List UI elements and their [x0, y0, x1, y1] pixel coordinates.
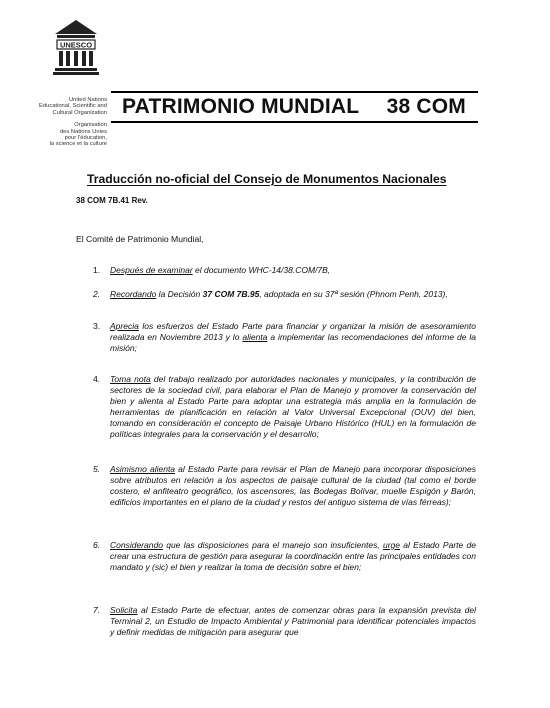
- item-bold: 37 COM 7B.95: [202, 289, 260, 299]
- decision-reference: 38 COM 7B.41 Rev.: [76, 196, 148, 205]
- item-body: el documento WHC-14/38.COM/7B,: [192, 265, 331, 275]
- org-line: Cultural Organization: [52, 109, 107, 116]
- item-lead: Aprecia: [110, 321, 139, 331]
- item-body: del trabajo realizado por autoridades nacionales y municipales, y la contribución de sectores de la sociedad civil, para elaborar el Plan de Manejo y promover la conservación del bien y alienta al Estado Parte para adoptar una estrategia más amplia en la formulación de herramientas de planificación en relación al Valor Universal Excepcional (OUV) del bien, tomando en consideración el concepto de Paisaje Urbano Histórico (HUL) en la formulación de políticas integrales para la conservación y el desarrollo;: [110, 374, 476, 439]
- item-lead-2: alienta: [242, 331, 268, 342]
- item-body: , adoptada en su 37ª sesión (Phnom Penh, 2013),: [259, 289, 448, 299]
- item-lead: Considerando: [110, 540, 163, 550]
- item-body: al Estado Parte de efectuar, antes de comenzar obras para la expansión prevista del Terminal 2, un Estudio de Impacto Ambiental y Patrimonial para identificar potenciales impactos y definir medidas de mitigación para asegurar que: [110, 605, 476, 637]
- item-body: a implementar las recomendaciones del informe de la misión;: [110, 331, 476, 353]
- item-body: al Estado Parte de crear una estructura de gestión para asegurar la coordinación entre las principales entidades con mandato y (sic) el bien y realizar la toma de decisión sobre el bien;: [110, 540, 476, 572]
- item-body: al Estado Parte para revisar el Plan de Manejo para incorporar disposiciones sobre atributos en relación a los aspectos de paisaje cultural de la ciudad (tal como el borde costero, el anfiteatro geográfico, los ascensores, las Bodegas Bolívar, muelle Espigón y Barón, edificios importantes en el plano de la ciudad y restos del antiguo sistema de vías férreas);: [110, 464, 476, 507]
- item-number: 1.: [93, 265, 101, 275]
- item-number: 3.: [93, 321, 101, 331]
- item-body: los esfuerzos del Estado Parte para financiar y organizar la misión de asesoramiento realizada en Noviembre 2013 y lo: [110, 321, 476, 342]
- org-line: des Nations Unies: [59, 128, 107, 135]
- item-lead: Después de examinar: [110, 265, 193, 275]
- org-line: Educational, Scientific and: [39, 103, 107, 110]
- unesco-logo-text: UNESCO: [59, 40, 93, 50]
- org-line: United Nations: [68, 97, 107, 103]
- item-text: [110, 289, 476, 300]
- org-line: pour l'éducation,: [64, 135, 107, 142]
- org-line: la science et la culture: [49, 141, 107, 148]
- item-text: [110, 321, 476, 354]
- item-lead: Recordando: [110, 289, 157, 299]
- item-text: [110, 605, 476, 638]
- document-subtitle: Traducción no-oficial del Consejo de Monumentos Nacionales: [87, 172, 447, 186]
- item-number: 5.: [93, 464, 101, 474]
- item-text: [110, 540, 476, 573]
- item-number: 2.: [93, 289, 101, 299]
- item-text: [110, 265, 476, 276]
- organization-name: [0, 97, 107, 148]
- item-lead: Toma nota: [110, 374, 151, 384]
- item-text: [110, 464, 476, 508]
- item-lead: Solicita: [110, 605, 138, 615]
- document-title: PATRIMONIO MUNDIAL: [122, 95, 360, 118]
- item-number: 6.: [93, 540, 101, 550]
- session-code: 38 COM: [386, 95, 466, 118]
- unesco-logo: [53, 18, 99, 76]
- item-number: 7.: [93, 605, 101, 615]
- item-body: que las disposiciones para el manejo son insuficientes,: [162, 540, 383, 550]
- item-text: [110, 374, 476, 439]
- item-number: 4.: [93, 374, 101, 384]
- item-body: la Decisión: [156, 289, 203, 299]
- intro-line: El Comité de Patrimonio Mundial,: [76, 234, 204, 244]
- item-lead: Asimismo alienta: [110, 464, 176, 474]
- item-lead-2: urge: [382, 540, 400, 550]
- document-header: [111, 91, 478, 123]
- org-line: Organisation: [74, 122, 107, 129]
- unesco-temple-icon: [53, 18, 99, 76]
